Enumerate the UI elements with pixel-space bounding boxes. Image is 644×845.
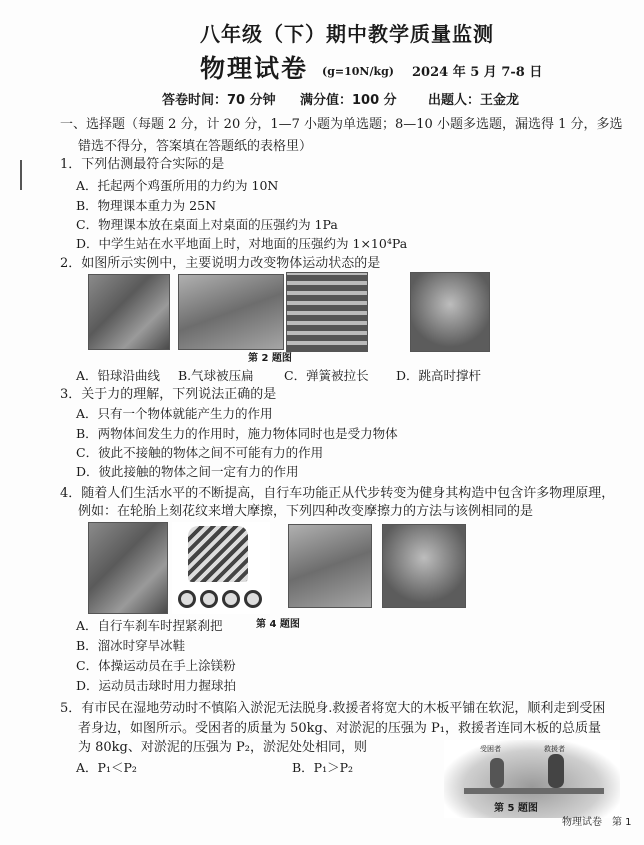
q1-option-b: B．物理课本重力为 25N [76, 198, 217, 213]
skate-wheel-icon [222, 590, 240, 608]
q5-stem-line2: 者身边，如图所示。受困者的质量为 50kg、对淤泥的压强为 P₁，救援者连同木板的总质量 [78, 721, 601, 736]
q3-option-c: C．彼此不接触的物体之间不可能有力的作用 [76, 445, 324, 460]
exam-subtitle: 物理试卷 [200, 54, 309, 83]
section1-instructions-line2: 错选不得分，答案填在答题纸的表格里） [78, 139, 313, 154]
exam-score: 满分值：100 分 [300, 93, 397, 108]
q4-option-b: B．溜冰时穿旱冰鞋 [76, 638, 186, 653]
exam-author: 出题人：王金龙 [428, 93, 520, 108]
q1-option-a: A．托起两个鸡蛋所用的力约为 10N [76, 178, 279, 193]
q3-option-b: B．两物体间发生力的作用时，施力物体同时也是受力物体 [76, 426, 398, 441]
exam-title: 八年级（下）期中教学质量监测 [200, 22, 494, 46]
q5-stem-line1: 5．有市民在湿地劳动时不慎陷入淤泥无法脱身.救援者将宽大的木板平铺在软泥，顺利走到受困 [60, 701, 606, 716]
page-footer: 物理试卷 第 1 [562, 817, 632, 828]
margin-mark [20, 160, 22, 190]
q5-figure-label-rescuer: 救援者 [544, 745, 565, 753]
q5-stem-line3: 为 80kg、对淤泥的压强为 P₂，淤泥处处相同，则 [78, 740, 367, 755]
skate-wheel-icon [244, 590, 262, 608]
section1-instructions-line1: 一、选择题（每题 2 分，计 20 分，1—7 小题为单选题；8—10 小题多选题，漏选得 1 分，多选 [60, 117, 623, 132]
q3-option-a: A．只有一个物体就能产生力的作用 [76, 406, 273, 421]
q4-stem-line2: 例如：在轮胎上刻花纹来增大摩擦，下列四种改变摩擦力的方法与该例相同的是 [78, 504, 534, 519]
q1-option-c: C．物理课本放在桌面上对桌面的压强约为 1Pa [76, 217, 338, 232]
q4-option-d: D．运动员击球时用力握球拍 [76, 678, 237, 693]
q4-photo-roller-skate [172, 522, 270, 614]
q4-stem-line1: 4．随着人们生活水平的不断提高，自行车功能正从代步转变为健身其构造中包含许多物理原理， [60, 486, 615, 501]
exam-date: 2024 年 5 月 7-8 日 [412, 65, 543, 80]
q4-photo-bike-brake [88, 522, 168, 614]
q2-option-d: D．跳高时撑杆 [396, 368, 482, 383]
q2-stem: 2．如图所示实例中，主要说明力改变物体运动状态的是 [60, 256, 381, 271]
q2-photo-balloon [178, 274, 284, 350]
q5-option-a: A．P₁＜P₂ [76, 760, 137, 775]
q2-photo-shotput [88, 274, 170, 350]
q1-stem: 1．下列估测最符合实际的是 [60, 157, 225, 172]
q3-stem: 3．关于力的理解，下列说法正确的是 [60, 387, 277, 402]
q5-option-b: B．P₁＞P₂ [292, 760, 354, 775]
q4-option-c: C．体操运动员在手上涂镁粉 [76, 658, 236, 673]
q4-photo-racket-grip [382, 524, 466, 608]
q1-option-d: D．中学生站在水平地面上时，对地面的压强约为 1×10⁴Pa [76, 236, 408, 251]
trapped-person-icon [490, 758, 504, 788]
q4-option-a: A．自行车刹车时捏紧刹把 [76, 618, 223, 633]
skate-wheel-icon [178, 590, 196, 608]
gravity-note: (g=10N/kg) [322, 65, 395, 78]
q2-option-b: B.气球被压扁 [178, 368, 254, 383]
rescuer-person-icon [548, 754, 564, 788]
exam-time: 答卷时间：70 分钟 [162, 93, 276, 108]
wooden-board-shape [464, 788, 604, 794]
q5-caption: 第 5 题图 [494, 803, 538, 814]
q2-caption: 第 2 题图 [248, 353, 292, 364]
q4-photo-gymnast-chalk [288, 524, 372, 608]
q5-figure-label-trapped: 受困者 [480, 745, 501, 753]
skate-wheel-icon [200, 590, 218, 608]
skate-boot-shape [188, 526, 248, 582]
q2-option-c: C．弹簧被拉长 [284, 368, 369, 383]
q3-option-d: D．彼此接触的物体之间一定有力的作用 [76, 464, 299, 479]
q2-photo-pole-vault [410, 272, 490, 352]
q2-option-a: A．铅球沿曲线 [76, 368, 161, 383]
q2-photo-spring [286, 272, 368, 352]
q4-caption: 第 4 题图 [256, 619, 300, 630]
